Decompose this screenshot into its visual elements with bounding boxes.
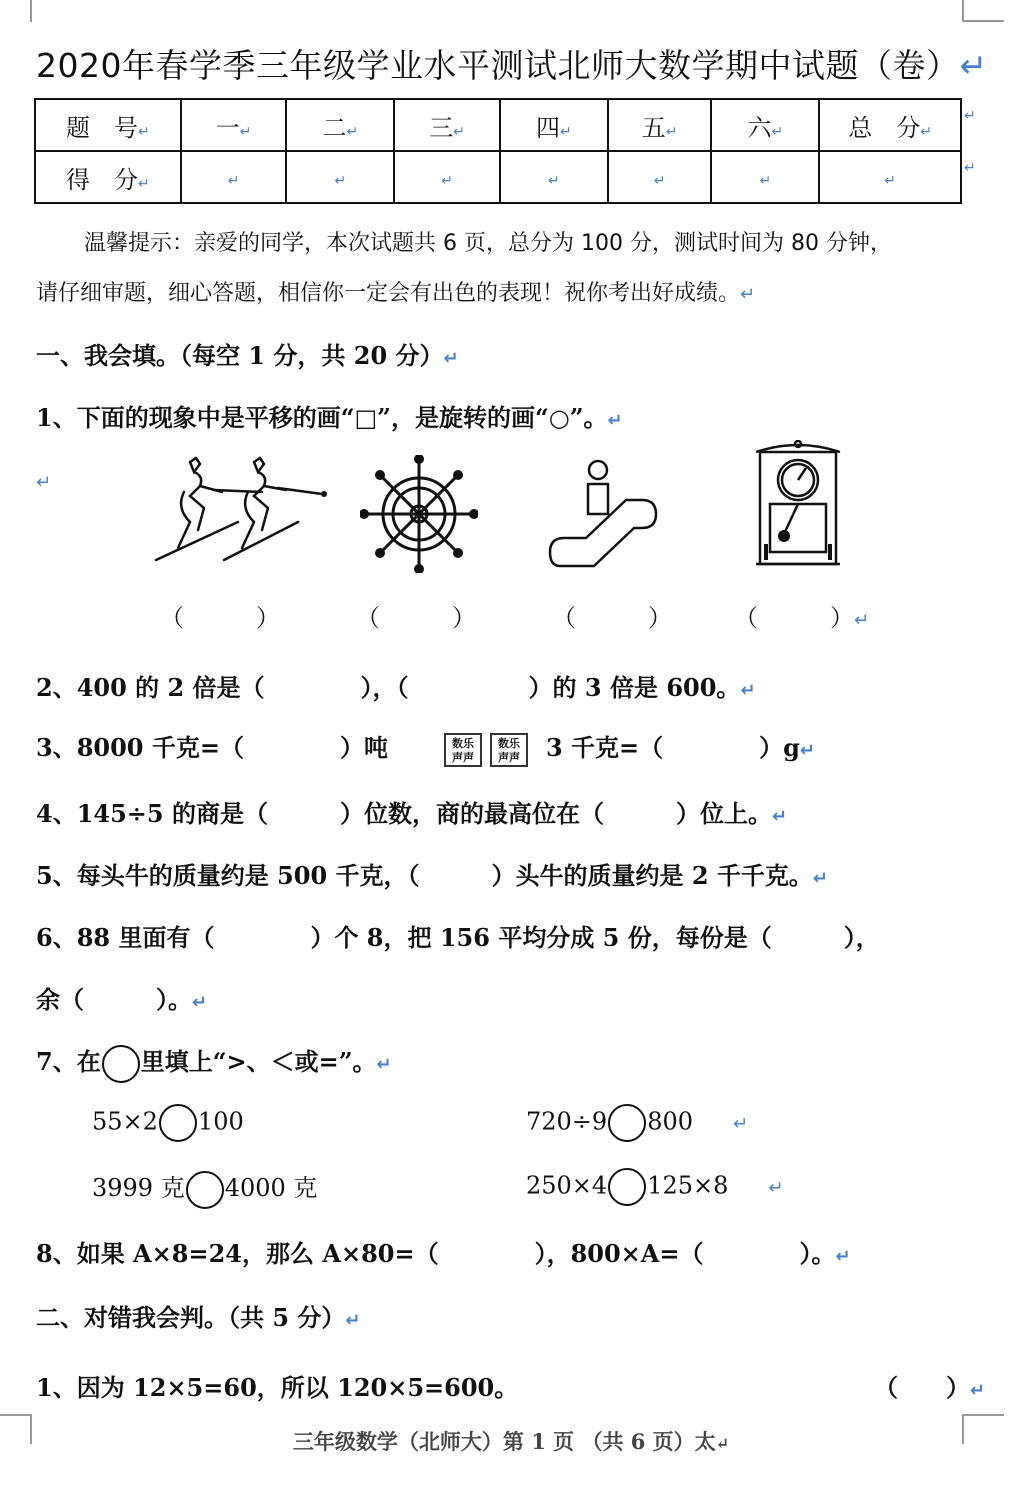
table-row <box>35 99 961 151</box>
ship-wheel-image <box>360 455 478 573</box>
blank-3[interactable]: （ ） <box>552 604 672 632</box>
question-5: 5、每头牛的质量约是 500 千克，（ ）头牛的质量约是 2 千千克。↵ <box>36 861 829 890</box>
question-8: 8、如果 A×8=24，那么 A×80=（ ），800×A=（ ）。↵ <box>36 1239 851 1268</box>
question-2: 2、400 的 2 倍是（ ），（ ）的 3 倍是 600。↵ <box>36 673 756 702</box>
return-mark-icon: ↵ <box>959 46 988 85</box>
corner-mark <box>0 1414 32 1416</box>
table-header-cell: 五↵ <box>608 99 712 151</box>
compare-item: 55×2 100 <box>92 1104 244 1142</box>
question-6: 6、88 里面有（ ）个 8，把 156 平均分成 5 份，每份是（ ）， <box>36 923 880 952</box>
compare-circle-input[interactable] <box>608 1104 646 1142</box>
score-cell[interactable]: ↵ <box>394 151 500 203</box>
score-table <box>34 98 962 204</box>
logo-badge: 数乐 声声 <box>490 733 528 767</box>
corner-mark <box>30 0 32 22</box>
question-3: 3、8000 千克=（ ）吨 数乐 声声数乐 声声 3 千克=（ ）g↵ <box>36 728 815 767</box>
blank-4[interactable]: （ ）↵ <box>734 604 870 632</box>
blank-1[interactable]: （ ） <box>160 604 280 632</box>
table-row <box>35 151 961 203</box>
question-6-cont: 余（ ）。↵ <box>36 985 208 1014</box>
score-cell[interactable]: ↵ <box>819 151 961 203</box>
circle-icon <box>102 1045 140 1083</box>
compare-circle-input[interactable] <box>159 1104 197 1142</box>
score-cell[interactable]: ↵ <box>711 151 819 203</box>
compare-circle-input[interactable] <box>608 1168 646 1206</box>
score-cell[interactable]: ↵ <box>181 151 287 203</box>
tip-line-2: 请仔细审题，细心答题，相信你一定会有出色的表现！祝你考出好成绩。↵ <box>36 281 756 306</box>
corner-mark <box>964 20 1004 22</box>
score-cell[interactable]: ↵ <box>500 151 608 203</box>
return-mark-icon: ↵ <box>964 108 976 124</box>
compare-item: 250×4 125×8 ↵ <box>526 1168 783 1206</box>
escalator-image <box>548 458 658 568</box>
question-4: 4、145÷5 的商是（ ）位数，商的最高位在（ ）位上。↵ <box>36 799 788 828</box>
score-cell[interactable]: ↵ <box>608 151 712 203</box>
section-1-heading: 一、我会填。（每空 1 分，共 20 分）↵ <box>36 341 459 370</box>
compare-circle-input[interactable] <box>186 1171 224 1209</box>
compare-item: 720÷9 800 ↵ <box>526 1104 748 1142</box>
return-mark-icon: ↵ <box>964 160 976 176</box>
table-header-cell: 四↵ <box>500 99 608 151</box>
return-mark-icon: ↵ <box>36 472 52 493</box>
page-title: 2020年春学季三年级学业水平测试北师大数学期中试题（卷）↵ <box>36 46 988 85</box>
table-header-cell: 题 号↵ <box>35 99 181 151</box>
table-header-cell: 六↵ <box>711 99 819 151</box>
judge-1: 1、因为 12×5=60，所以 120×5=600。 <box>36 1373 519 1402</box>
question-7: 7、在 里填上“>、＜或=”。↵ <box>36 1042 392 1083</box>
corner-mark <box>962 1414 1004 1416</box>
skier-image <box>150 452 330 570</box>
score-cell[interactable]: ↵ <box>286 151 394 203</box>
logo-badge: 数乐 声声 <box>444 733 482 767</box>
row-label-cell: 得 分↵ <box>35 151 181 203</box>
compare-item: 3999 克 4000 克 <box>92 1168 317 1209</box>
tip-line-1: 温馨提示：亲爱的同学，本次试题共 6 页，总分为 100 分，测试时间为 80 分钟， <box>84 231 892 256</box>
table-header-cell: 一↵ <box>181 99 287 151</box>
table-header-cell: 三↵ <box>394 99 500 151</box>
table-header-cell: 二↵ <box>286 99 394 151</box>
page-footer: 三年级数学（北师大）第 1 页 （共 6 页）太↵ <box>292 1429 730 1454</box>
section-2-heading: 二、对错我会判。（共 5 分）↵ <box>36 1303 361 1332</box>
blank-2[interactable]: （ ） <box>356 604 476 632</box>
question-1: 1、下面的现象中是平移的画“□”，是旋转的画“○”。↵ <box>36 403 623 432</box>
table-header-cell: 总 分↵ <box>819 99 961 151</box>
pendulum-clock-image <box>752 440 844 570</box>
judge-1-blank[interactable]: （ ）↵ <box>874 1373 986 1402</box>
corner-mark <box>962 0 964 22</box>
